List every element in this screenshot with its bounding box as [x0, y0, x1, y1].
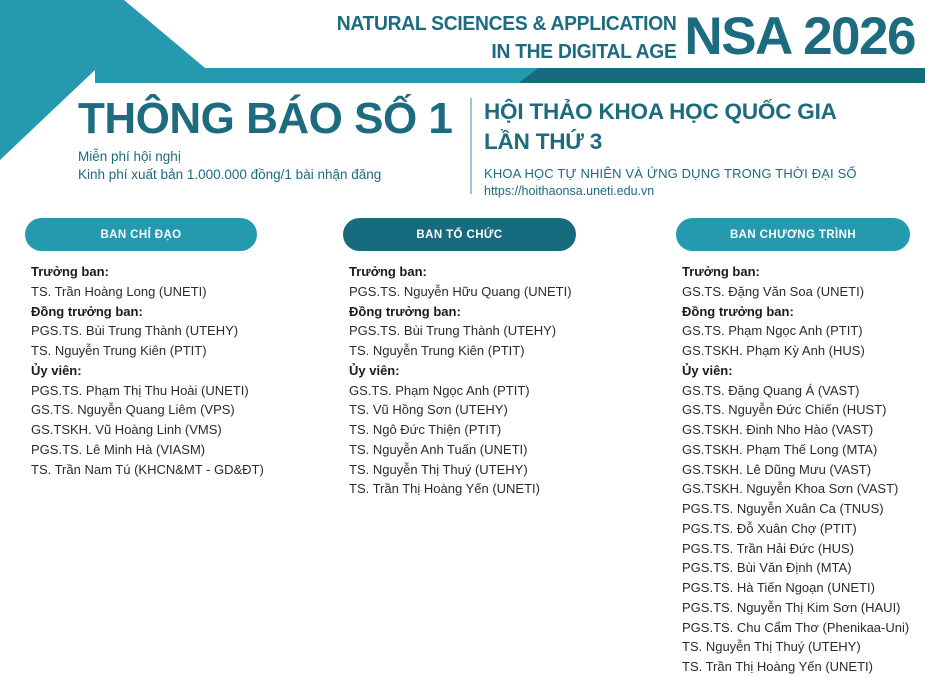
list-item: PGS.TS. Nguyễn Thị Kim Sơn (HAUI) [682, 599, 901, 615]
header-subtitle-lines [315, 8, 685, 67]
group-label: Đồng trưởng ban: [682, 303, 794, 319]
conference-name-block [484, 97, 914, 200]
group-label: Trưởng ban: [682, 264, 760, 279]
committee-column-steering [25, 218, 337, 479]
list-item: GS.TS. Nguyễn Quang Liêm (VPS) [31, 402, 235, 418]
list-item: PGS.TS. Chu Cẩm Thơ (Phenikaa-Uni) [682, 619, 910, 635]
group-label: Trưởng ban: [31, 264, 109, 279]
list-item: GS.TSKH. Nguyễn Khoa Sơn (VAST) [682, 481, 899, 497]
list-item: PGS.TS. Hà Tiến Ngoạn (UNETI) [682, 580, 875, 595]
list-item: TS. Vũ Hồng Sơn (UTEHY) [349, 402, 508, 418]
list-item: GS.TSKH. Vũ Hoàng Linh (VMS) [31, 422, 222, 437]
page-title: THÔNG BÁO SỐ 1 [78, 94, 453, 143]
header-light-teal-bar [95, 68, 538, 83]
list-item: PGS.TS. Bùi Trung Thành (UTEHY) [31, 323, 239, 339]
list-item: TS. Nguyễn Anh Tuấn (UNETI) [349, 441, 528, 457]
list-item: GS.TS. Phạm Ngọc Anh (PTIT) [349, 382, 530, 398]
group-label: Ủy viên: [682, 362, 733, 378]
list-item: PGS.TS. Nguyễn Xuân Ca (TNUS) [682, 501, 884, 516]
list-item: TS. Trần Thị Hoàng Yến (UNETI) [349, 481, 540, 497]
header-acronym: NSA 2026 [684, 7, 915, 66]
list-item: TS. Nguyễn Trung Kiên (PTIT) [349, 343, 525, 358]
group-label: Ủy viên: [349, 362, 400, 378]
list-item: PGS.TS. Bùi Trung Thành (UTEHY) [349, 323, 557, 339]
list-item: GS.TS. Đặng Quang Á (VAST) [682, 382, 860, 398]
list-item: GS.TS. Đặng Văn Soa (UNETI) [682, 283, 865, 299]
committee-column-program [676, 218, 914, 677]
conference-theme: KHOA HỌC TỰ NHIÊN VÀ ỨNG DỤNG TRONG THỜI ĐẠI SỐ [484, 166, 857, 182]
list-item: TS. Trần Thị Hoàng Yến (UNETI) [682, 659, 873, 674]
list-item: GS.TSKH. Phạm Thế Long (MTA) [682, 441, 878, 457]
list-item: GS.TSKH. Phạm Kỳ Anh (HUS) [682, 343, 865, 358]
list-item: PGS.TS. Bùi Văn Định (MTA) [682, 560, 852, 576]
header-dark-teal-bar [518, 68, 925, 83]
announcement-title-block [78, 96, 468, 184]
badge-organizing-committee: BAN TỔ CHỨC [343, 218, 576, 251]
list-item: TS. Nguyễn Thị Thuý (UTEHY) [349, 461, 528, 477]
conference-website-link[interactable]: https://hoithaonsa.uneti.edu.vn [484, 183, 655, 198]
badge-steering-committee: BAN CHỈ ĐẠO [25, 218, 257, 251]
list-item: TS. Nguyễn Thị Thuý (UTEHY) [682, 639, 861, 655]
list-item: TS. Ngô Đức Thiện (PTIT) [349, 422, 502, 437]
title-divider [470, 98, 472, 194]
fee-line-2: Kinh phí xuất bản 1.000.000 đồng/1 bài nhận đăng [78, 167, 382, 182]
list-item: TS. Trần Nam Tú (KHCN&MT - GD&ĐT) [31, 461, 264, 477]
list-item: PGS.TS. Trần Hải Đức (HUS) [682, 540, 854, 556]
badge-program-committee: BAN CHƯƠNG TRÌNH [676, 218, 910, 251]
conference-name-line-2: LẦN THỨ 3 [484, 128, 603, 154]
group-label: Đồng trưởng ban: [349, 303, 461, 319]
poster-header [0, 8, 925, 67]
list-item: PGS.TS. Nguyễn Hữu Quang (UNETI) [349, 283, 572, 299]
organizing-committee-body [343, 262, 668, 499]
fee-info [78, 148, 468, 184]
group-label: Trưởng ban: [349, 264, 427, 279]
header-line-1: NATURAL SCIENCES & APPLICATION [336, 12, 677, 35]
list-item: TS. Trần Hoàng Long (UNETI) [31, 283, 207, 299]
list-item: GS.TSKH. Đinh Nho Hào (VAST) [682, 422, 874, 437]
steering-committee-body [25, 262, 337, 479]
group-label: Đồng trưởng ban: [31, 303, 143, 319]
list-item: GS.TS. Nguyễn Đức Chiến (HUST) [682, 402, 887, 418]
conference-name-line-1: HỘI THẢO KHOA HỌC QUỐC GIA [484, 99, 837, 124]
program-committee-body [676, 262, 914, 677]
list-item: PGS.TS. Lê Minh Hà (VIASM) [31, 441, 206, 457]
fee-line-1: Miễn phí hội nghị [78, 149, 181, 165]
list-item: TS. Nguyễn Trung Kiên (PTIT) [31, 343, 207, 358]
list-item: GS.TS. Phạm Ngọc Anh (PTIT) [682, 323, 863, 339]
title-zone [0, 96, 925, 201]
list-item: PGS.TS. Đỗ Xuân Chợ (PTIT) [682, 520, 857, 536]
header-line-2: IN THE DIGITAL AGE [491, 40, 677, 64]
list-item: PGS.TS. Phạm Thị Thu Hoài (UNETI) [31, 382, 249, 398]
committee-columns [0, 218, 925, 674]
committee-column-organizing [343, 218, 668, 499]
group-label: Ủy viên: [31, 362, 82, 378]
list-item: GS.TSKH. Lê Dũng Mưu (VAST) [682, 461, 872, 477]
